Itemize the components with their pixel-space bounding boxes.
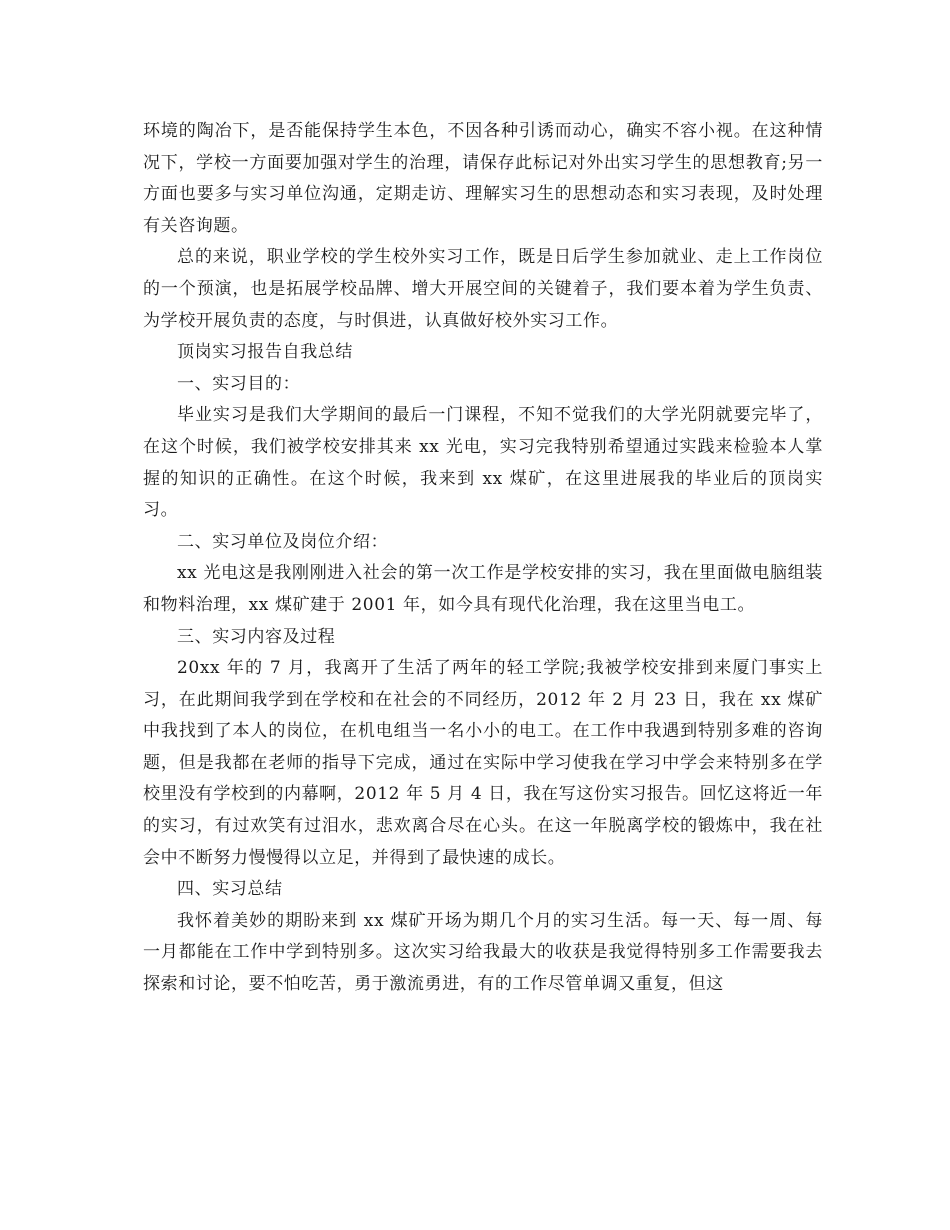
paragraph-purpose: 毕业实习是我们大学期间的最后一门课程，不知不觉我们的大学光阴就要完毕了，在这个时候，我们被学校安排其来 xx 光电，实习完我特别希望通过实践来检验本人掌握的知识的正确性。在这个时候，我来到 xx 煤矿，在这里进展我的毕业后的顶岗实习。 — [143, 405, 823, 521]
paragraph-unit: xx 光电这是我刚刚进入社会的第一次工作是学校安排的实习，我在里面做电脑组装和物料治理，xx 煤矿建于 2001 年，如今具有现代化治理，我在这里当电工。 — [143, 563, 823, 615]
document-body — [143, 116, 823, 1001]
section-heading-content: 三、实习内容及过程 — [177, 626, 336, 647]
section-title-report: 顶岗实习报告自我总结 — [177, 342, 353, 363]
paragraph-thought-education: 环境的陶冶下，是否能保持学生本色，不因各种引诱而动心，确实不容小视。在这种情况下，学校一方面要加强对学生的治理，请保存此标记对外出实习学生的思想教育;另一方面也要多与实习单位沟通，定期走访、理解实习生的思想动态和实习表现，及时处理有关咨询题。 — [143, 121, 823, 236]
section-heading-unit: 二、实习单位及岗位介绍： — [177, 531, 389, 552]
paragraph-content: 20xx 年的 7 月，我离开了生活了两年的轻工学院;我被学校安排到来厦门事实上习，在此期间我学到在学校和在社会的不同经历，2012 年 2 月 23 日，我在 xx 煤矿中我找到了本人的岗位，在机电组当一名小小的电工。在工作中我遇到特别多难的咨询题，但是我都在老师的指导下完成，通过在实际中学习使我在学习中学会来特别多在学校里没有学校到的内幕啊，2012 年 5 月 4 日，我在写这份实习报告。回忆这将近一年的实习，有过欢笑有过泪水，悲欢离合尽在心头。在这一年脱离学校的锻炼中，我在社会中不断努力慢慢得以立足，并得到了最快速的成长。 — [143, 658, 823, 868]
paragraph-summary: 总的来说，职业学校的学生校外实习工作，既是日后学生参加就业、走上工作岗位的一个预演，也是拓展学校品牌、增大开展空间的关键着子，我们要本着为学生负责、为学校开展负责的态度，与时俱进，认真做好校外实习工作。 — [143, 247, 823, 331]
paragraph-conclusion: 我怀着美妙的期盼来到 xx 煤矿开场为期几个月的实习生活。每一天、每一周、每一月都能在工作中学到特别多。这次实习给我最大的收获是我觉得特别多工作需要我去探索和讨论，要不怕吃苦，勇于激流勇进，有的工作尽管单调又重复，但这 — [143, 910, 823, 995]
section-heading-conclusion: 四、实习总结 — [177, 879, 283, 900]
section-heading-purpose: 一、实习目的： — [177, 373, 301, 394]
